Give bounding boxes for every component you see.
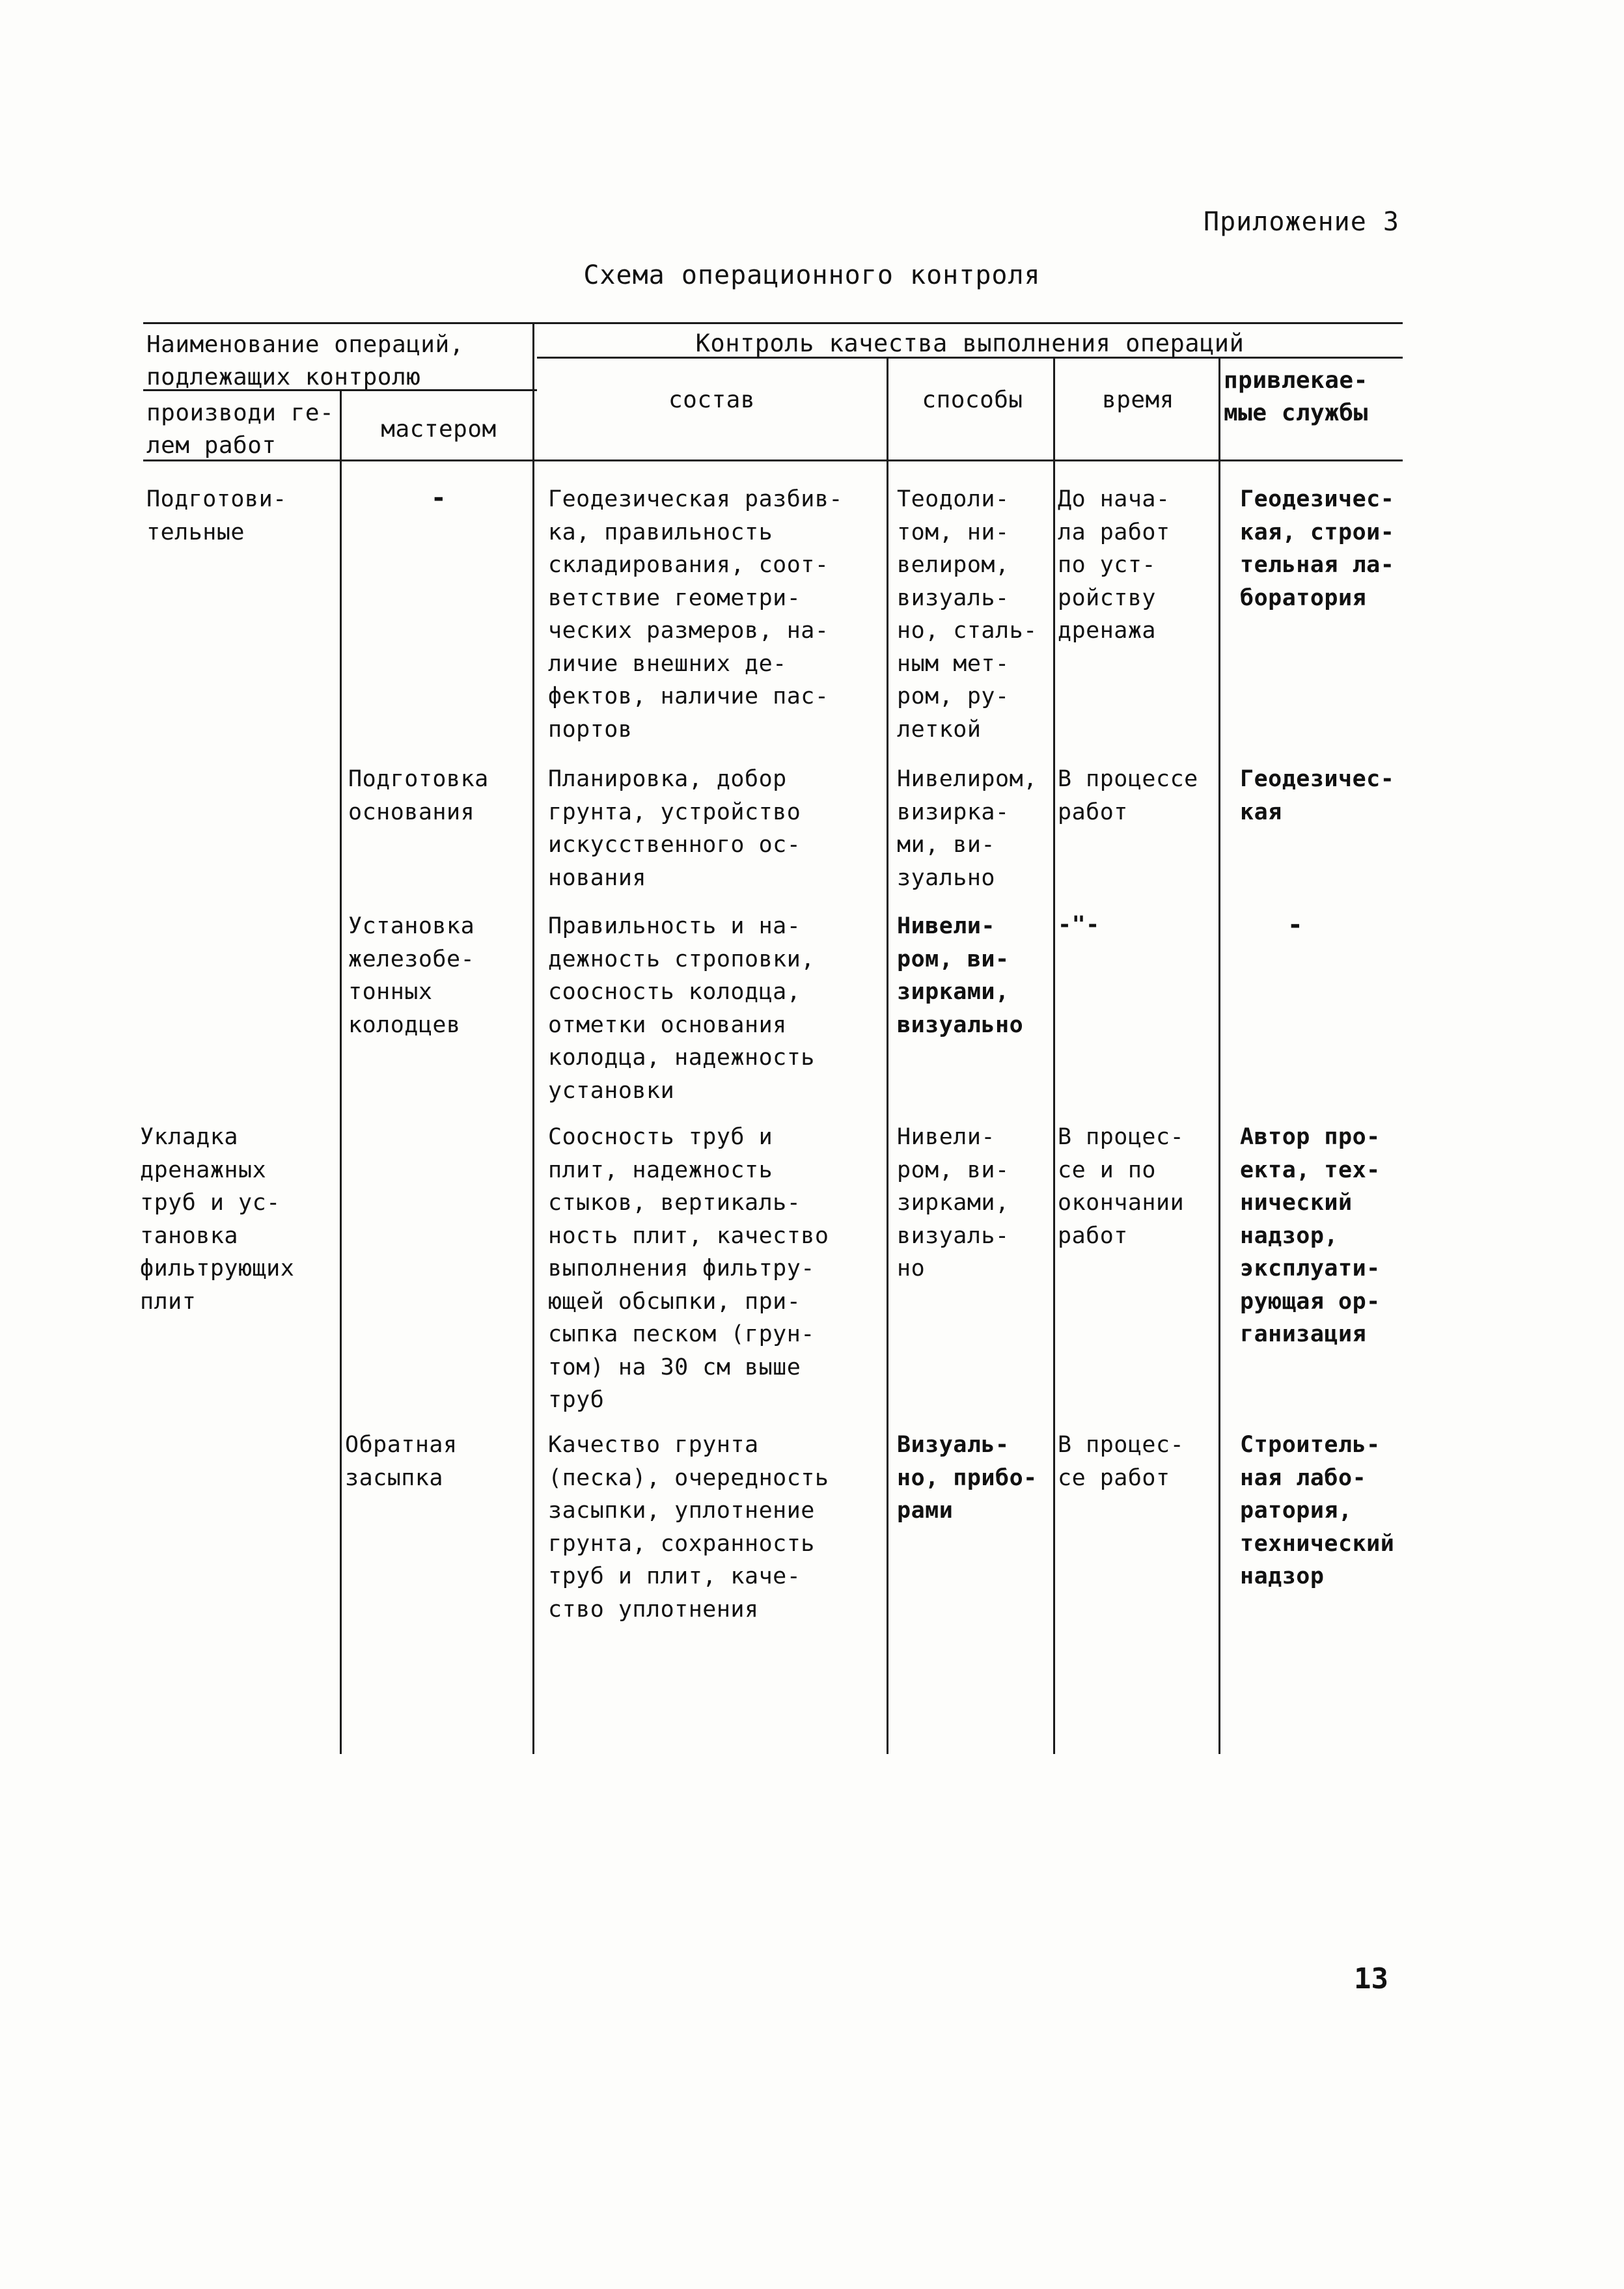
cell-methods: Теодоли- том, ни- велиром, визуаль- но, сталь- ным мет- ром, ру- леткой [897,486,1038,743]
cell-composition: Качество грунта (песка), очередность засыпки, уплотнение грунта, сохранность труб и плит, каче- ство уплотнения [548,1432,829,1623]
cell-foreman: Обратная засыпка [345,1432,458,1491]
page-number: 13 [1354,1962,1388,1995]
cell-producer: Укладка дренажных труб и ус- тановка фильтрующих плит [140,1124,295,1315]
header-col-composition: состав [668,387,756,413]
cell-foreman: Установка железобе- тонных колодцев [348,913,475,1038]
cell-methods: Визуаль- но, прибо- рами [897,1432,1038,1524]
cell-composition: Геодезическая разбив- ка, правильность складирования, соот- ветствие геометри- ческих размеров, на- личие внешних де- фектов, наличие пас- портов [548,486,844,743]
cell-methods: Нивели- ром, ви- зирками, визуаль- но [897,1124,1010,1282]
cell-foreman: Подготовка основания [348,766,489,825]
cell-time: -"- [1058,912,1100,938]
cell-composition: Планировка, добор грунта, устройство искусственного ос- нования [548,766,801,891]
header-col-methods: способы [922,387,1023,413]
cell-time: В процес- се работ [1058,1432,1185,1491]
cell-services: Геодезичес- кая, строи- тельная ла- боратория [1240,486,1395,611]
document-title: Схема операционного контроля [583,260,1041,290]
header-col-foreman: мастером [381,416,497,443]
cell-time: В процессе работ [1058,766,1198,825]
col-divider-producer-foreman [340,391,342,1754]
cell-composition: Правильность и на- дежность строповки, соосность колодца, отметки основания колодца, надежность установки [548,913,815,1104]
header-ops-group: Наименование операций, подлежащих контролю [146,331,464,391]
header-col-time: время [1102,387,1174,413]
header-quality-group: Контроль качества выполнения операций [695,329,1245,357]
cell-methods: Нивелиром, визирка- ми, ви- зуально [897,766,1038,891]
cell-services: Строитель- ная лабо- ратория, технический надзор [1240,1432,1395,1589]
cell-services: - [1287,910,1304,940]
col-divider-foreman-composition [532,322,534,1754]
appendix-label: Приложение 3 [1204,207,1399,237]
cell-time: До нача- ла работ по уст- ройству дренажа [1058,486,1170,644]
header-col-producer: производи ге- лем работ [146,400,335,459]
cell-services: Геодезичес- кая [1240,766,1395,825]
cell-producer: Подготови- тельные [146,486,287,545]
cell-methods: Нивели- ром, ви- зирками, визуально [897,913,1024,1038]
cell-services: Автор про- екта, тех- нический надзор, эксплуати- рующая ор- ганизация [1240,1124,1381,1347]
header-col-services: привлекае- мые службы [1224,367,1368,426]
cell-time: В процес- се и по окончании работ [1058,1124,1185,1249]
table-top-rule [143,322,1403,324]
col-divider-time-services [1218,358,1220,1754]
cell-composition: Соосность труб и плит, надежность стыков, вертикаль- ность плит, качество выполнения фильтру- ющей обсыпки, при- сыпка песком (грун- том) на 30 см выше труб [548,1124,829,1413]
col-divider-composition-methods [887,358,888,1754]
cell-foreman: - [430,483,447,513]
